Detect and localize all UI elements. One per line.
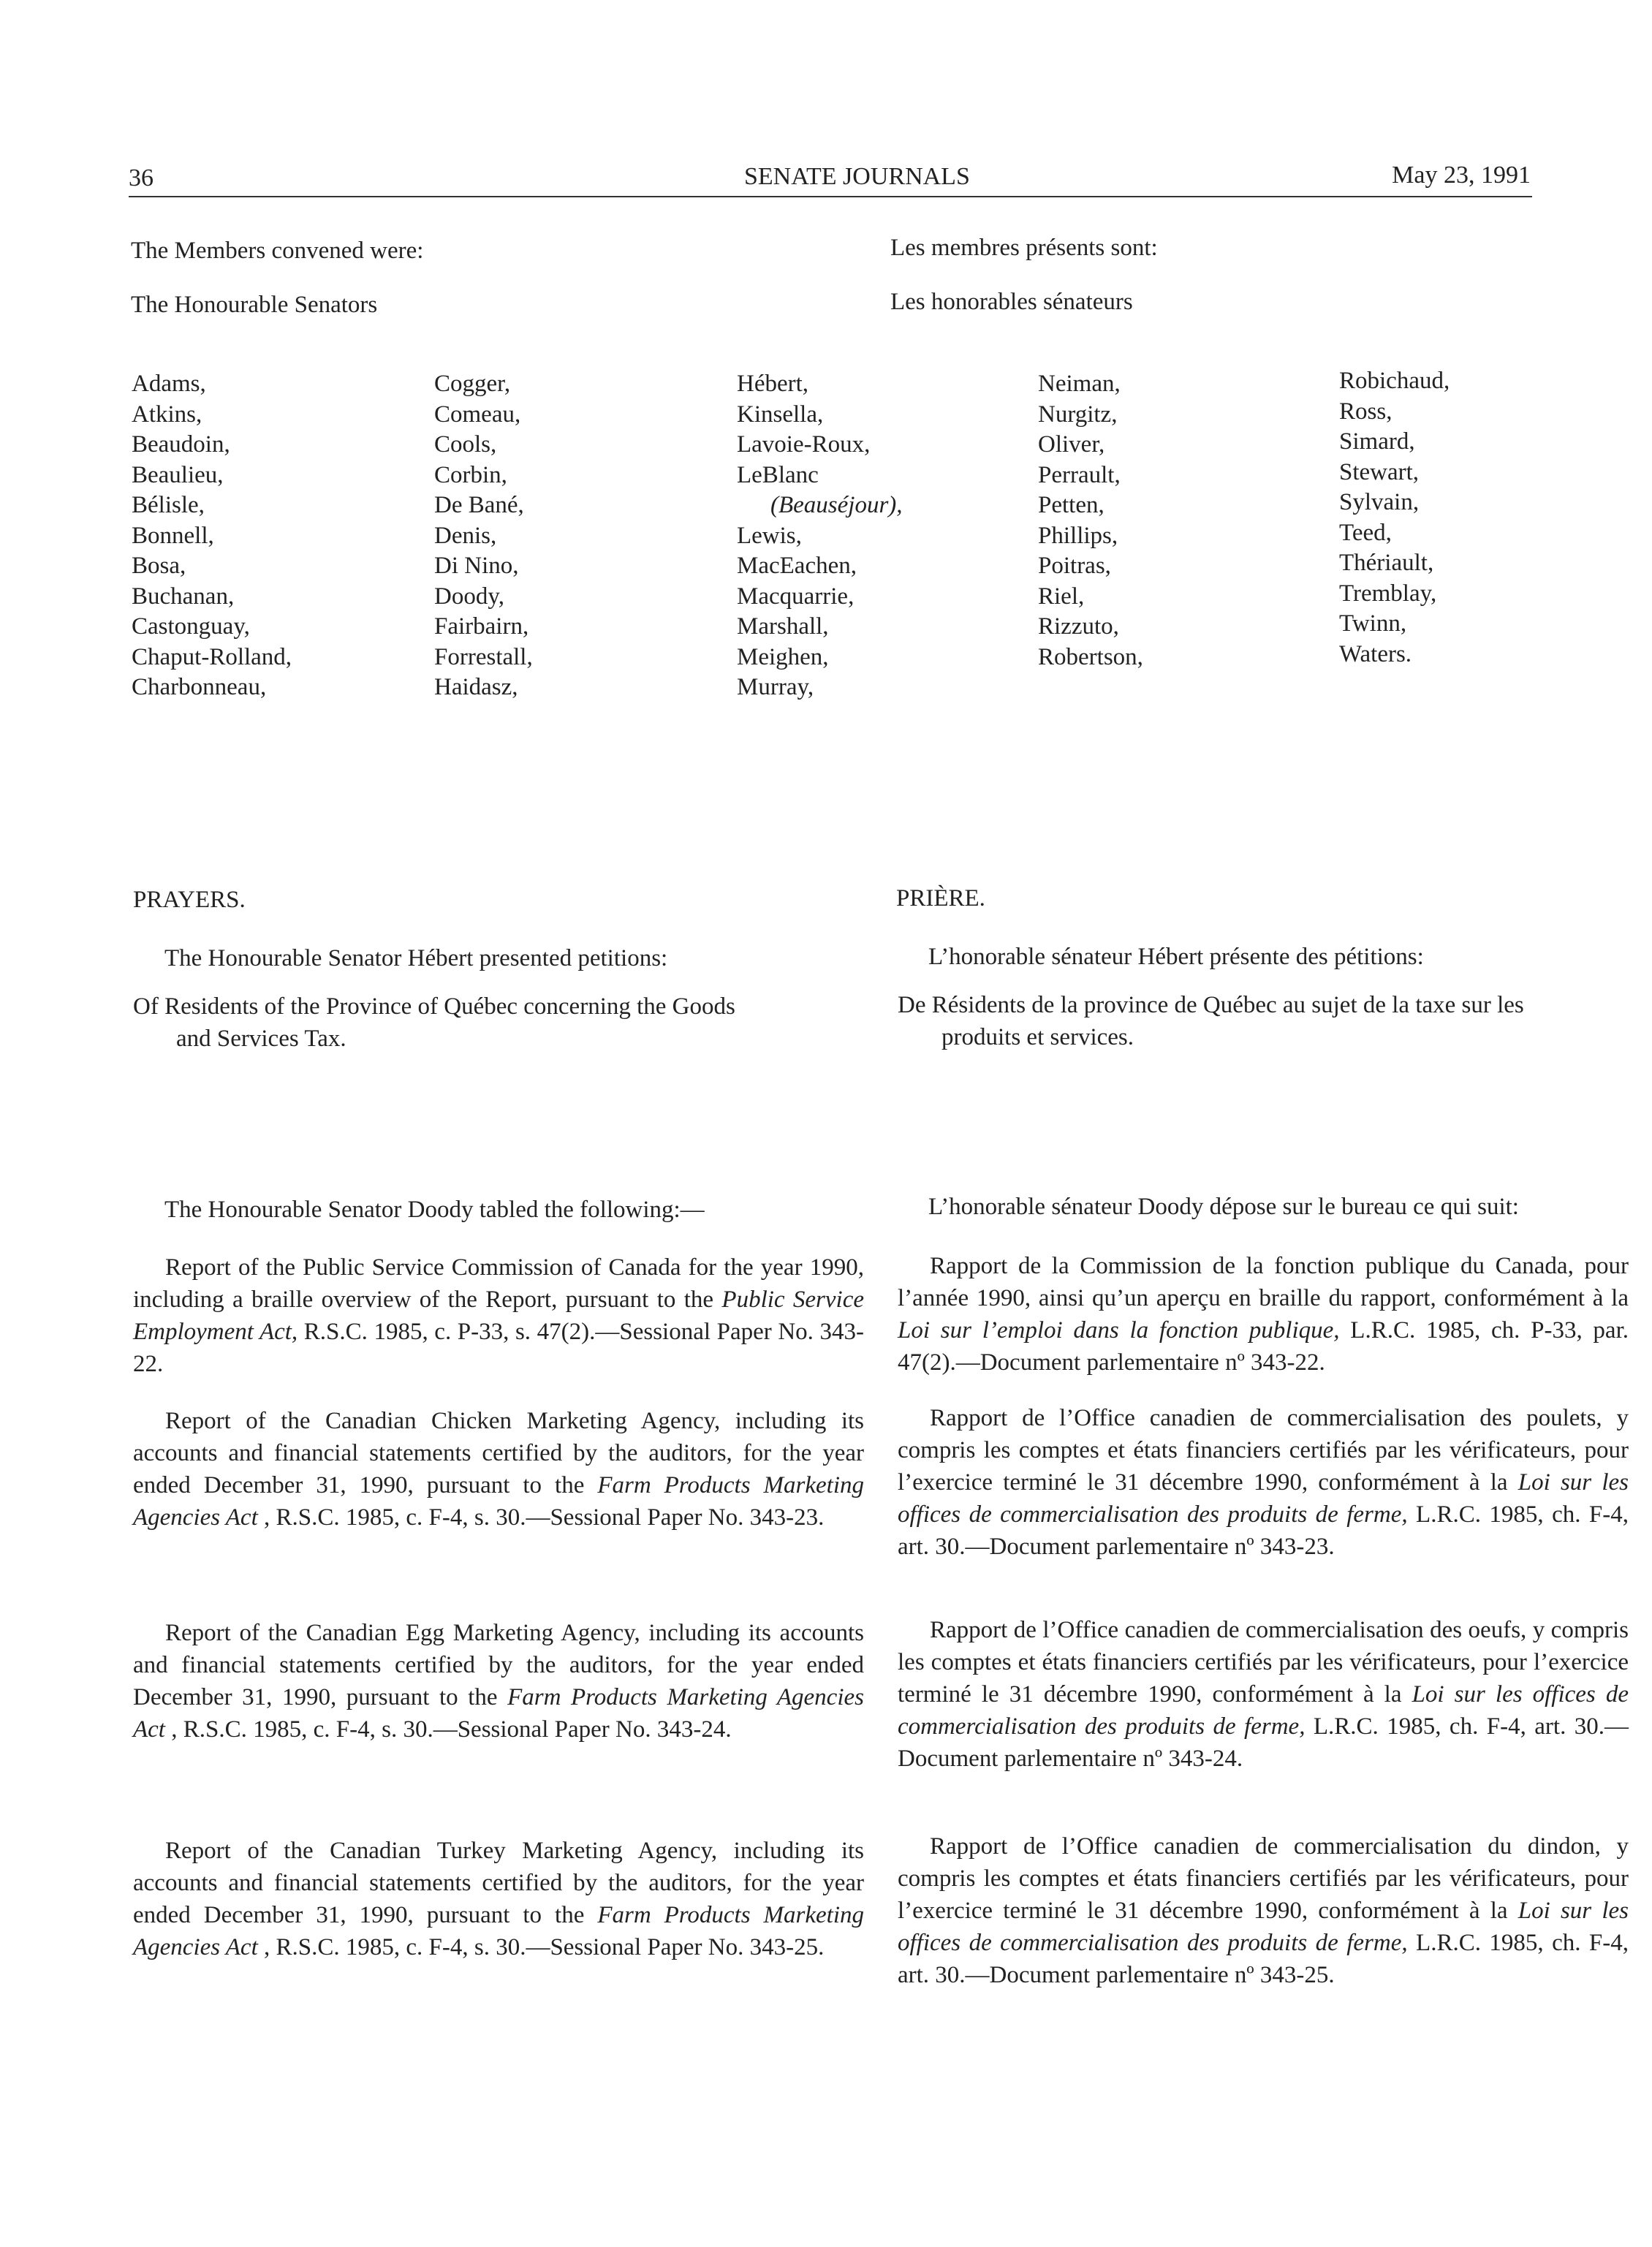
report-fr-4: Rapport de l’Office canadien de commercialisation du dindon, y compris les comptes et états financiers certifiés par les vérificateurs, pour l’exercice terminé le 31 décembre 1990, conformément à la Loi sur les offices de commercialisation des produits de ferme, L.R.C. 1985, ch. F-4, art. 30.—Document parlementaire nº 343-25. bbox=[898, 1833, 1629, 1988]
report-en-3: Report of the Canadian Egg Marketing Agency, including its accounts and financial statements certified by the auditors, for the year ended December 31, 1990, pursuant to the Farm Products Marketing Agencies Act , R.S.C. 1985, c. F-4, s. 30.—Sessional Paper No. 343-24. bbox=[133, 1620, 864, 1743]
petition-intro-en: The Honourable Senator Hébert presented petitions: bbox=[164, 945, 668, 971]
senator-name: Robichaud, bbox=[1339, 368, 1450, 394]
act-title: Loi sur les offices de commercialisation des produits de ferme, bbox=[898, 1681, 1629, 1740]
senator-name: Twinn, bbox=[1339, 610, 1407, 637]
senator-name: Oliver, bbox=[1038, 431, 1105, 458]
senator-name: Rizzuto, bbox=[1038, 613, 1119, 640]
senator-name: Charbonneau, bbox=[132, 674, 267, 700]
senator-name: Beaudoin, bbox=[132, 431, 230, 458]
senator-name: Bonnell, bbox=[132, 522, 214, 549]
senator-name: Sylvain, bbox=[1339, 489, 1420, 515]
senator-name: Castonguay, bbox=[132, 613, 250, 640]
senator-name: Buchanan, bbox=[132, 583, 235, 610]
senator-name: Hébert, bbox=[737, 371, 809, 397]
senators-heading-en: The Honourable Senators bbox=[131, 292, 378, 318]
senator-name-qualifier: (Beauséjour), bbox=[770, 492, 903, 518]
senator-name: Teed, bbox=[1339, 519, 1392, 546]
petition-line-1-en: Of Residents of the Province of Québec concerning the Goods bbox=[133, 993, 735, 1020]
prayers-heading-en: PRAYERS. bbox=[133, 887, 246, 913]
senator-name: De Bané, bbox=[434, 492, 524, 518]
act-title: Loi sur l’emploi dans la fonction publique, bbox=[898, 1317, 1340, 1344]
senator-name: Perrault, bbox=[1038, 461, 1121, 488]
act-title: Farm Products Marketing Agencies Act bbox=[133, 1684, 864, 1743]
tabled-intro-fr: L’honorable sénateur Doody dépose sur le bureau ce qui suit: bbox=[928, 1194, 1519, 1220]
page-date: May 23, 1991 bbox=[1392, 162, 1531, 189]
senator-name: Lavoie-Roux, bbox=[737, 431, 871, 458]
petition-line-1-fr: De Résidents de la province de Québec au sujet de la taxe sur les bbox=[898, 992, 1524, 1018]
senator-name: Atkins, bbox=[132, 401, 202, 428]
act-title: Farm Products Marketing Agencies Act bbox=[133, 1472, 864, 1531]
senator-name: Marshall, bbox=[737, 613, 829, 640]
petition-intro-fr: L’honorable sénateur Hébert présente des pétitions: bbox=[928, 944, 1424, 970]
senator-name: Bélisle, bbox=[132, 492, 205, 518]
senator-name: Tremblay, bbox=[1339, 580, 1437, 607]
senator-name: Murray, bbox=[737, 674, 814, 700]
senator-name: Thériault, bbox=[1339, 550, 1434, 576]
report-fr-2: Rapport de l’Office canadien de commercialisation des poulets, y compris les comptes et états financiers certifiés par les vérificateurs, pour l’exercice terminé le 31 décembre 1990, conformément à la Loi sur les offices de commercialisation des produits de ferme, L.R.C. 1985, ch. F-4, art. 30.—Document parlementaire nº 343-23. bbox=[898, 1405, 1629, 1560]
senator-name: Corbin, bbox=[434, 461, 507, 488]
senator-name: Denis, bbox=[434, 522, 497, 549]
prayers-heading-fr: PRIÈRE. bbox=[896, 885, 985, 912]
senator-name: Fairbairn, bbox=[434, 613, 529, 640]
report-fr-1: Rapport de la Commission de la fonction publique du Canada, pour l’année 1990, ainsi qu’un aperçu en braille du rapport, conformément à la Loi sur l’emploi dans la fonction publique, L.R.C. 1985, ch. P-33, par. 47(2).—Document parlementaire nº 343-22. bbox=[898, 1253, 1629, 1376]
senator-name: Petten, bbox=[1038, 492, 1105, 518]
senator-name: Adams, bbox=[132, 371, 206, 397]
report-fr-3: Rapport de l’Office canadien de commercialisation des oeufs, y compris les comptes et états financiers certifiés par les vérificateurs, pour l’exercice terminé le 31 décembre 1990, conformément à la Loi sur les offices de commercialisation des produits de ferme, L.R.C. 1985, ch. F-4, art. 30.—Document parlementaire nº 343-24. bbox=[898, 1617, 1629, 1772]
act-title: Public Service Employment Act, bbox=[133, 1287, 864, 1345]
senator-name: Simard, bbox=[1339, 428, 1415, 455]
senators-column-3 bbox=[737, 369, 903, 703]
senator-name: Macquarrie, bbox=[737, 583, 855, 610]
senator-name: Neiman, bbox=[1038, 371, 1121, 397]
petition-line-2-en: and Services Tax. bbox=[176, 1026, 346, 1052]
senator-name: Cools, bbox=[434, 431, 497, 458]
senator-name: Di Nino, bbox=[434, 553, 519, 579]
senators-column-1 bbox=[132, 369, 292, 703]
senator-name: Robertson, bbox=[1038, 643, 1143, 670]
senators-column-5 bbox=[1339, 366, 1450, 670]
senator-name: Nurgitz, bbox=[1038, 401, 1118, 428]
header-rule bbox=[129, 196, 1532, 197]
report-en-2: Report of the Canadian Chicken Marketing Agency, including its accounts and financial statements certified by the auditors, for the year ended December 31, 1990, pursuant to the Farm Products Marketing Agencies Act , R.S.C. 1985, c. F-4, s. 30.—Sessional Paper No. 343-23. bbox=[133, 1408, 864, 1531]
senator-name: MacEachen, bbox=[737, 553, 857, 579]
senator-name: Cogger, bbox=[434, 371, 511, 397]
senator-name: Bosa, bbox=[132, 553, 186, 579]
senator-name: Comeau, bbox=[434, 401, 521, 428]
members-intro-en: The Members convened were: bbox=[131, 238, 424, 264]
report-en-1: Report of the Public Service Commission of Canada for the year 1990, including a braille overview of the Report, pursuant to the Public Service Employment Act, R.S.C. 1985, c. P-33, s. 47(2).—Sessional Paper No. 343-22. bbox=[133, 1254, 864, 1377]
members-intro-fr: Les membres présents sont: bbox=[890, 235, 1158, 261]
senator-name: Doody, bbox=[434, 583, 504, 610]
petition-line-2-fr: produits et services. bbox=[941, 1024, 1134, 1050]
senator-name: Kinsella, bbox=[737, 401, 824, 428]
senator-name: Stewart, bbox=[1339, 458, 1420, 485]
senator-name: Ross, bbox=[1339, 398, 1393, 425]
tabled-intro-en: The Honourable Senator Doody tabled the following:— bbox=[164, 1197, 705, 1223]
senator-name: Poitras, bbox=[1038, 553, 1111, 579]
senator-name: Meighen, bbox=[737, 643, 829, 670]
page-title: SENATE JOURNALS bbox=[744, 163, 970, 190]
senator-name: Beaulieu, bbox=[132, 461, 224, 488]
senator-name: Lewis, bbox=[737, 522, 802, 549]
report-en-4: Report of the Canadian Turkey Marketing Agency, including its accounts and financial statements certified by the auditors, for the year ended December 31, 1990, pursuant to the Farm Products Marketing Agencies Act , R.S.C. 1985, c. F-4, s. 30.—Sessional Paper No. 343-25. bbox=[133, 1838, 864, 1960]
act-title: Loi sur les offices de commercialisation des produits de ferme, bbox=[898, 1469, 1629, 1528]
senator-name: Riel, bbox=[1038, 583, 1085, 610]
senator-name: Waters. bbox=[1339, 640, 1412, 667]
senator-name: Chaput-Rolland, bbox=[132, 643, 292, 670]
act-title: Farm Products Marketing Agencies Act bbox=[133, 1902, 864, 1960]
act-title: Loi sur les offices de commercialisation des produits de ferme, bbox=[898, 1898, 1629, 1956]
senators-heading-fr: Les honorables sénateurs bbox=[890, 289, 1133, 315]
senators-column-2 bbox=[434, 369, 533, 703]
senator-name: Forrestall, bbox=[434, 643, 533, 670]
senators-column-4 bbox=[1038, 369, 1143, 672]
senator-name: Phillips, bbox=[1038, 522, 1118, 549]
senator-name: LeBlanc bbox=[737, 461, 819, 488]
senator-name: Haidasz, bbox=[434, 674, 518, 700]
page-number: 36 bbox=[129, 164, 154, 192]
